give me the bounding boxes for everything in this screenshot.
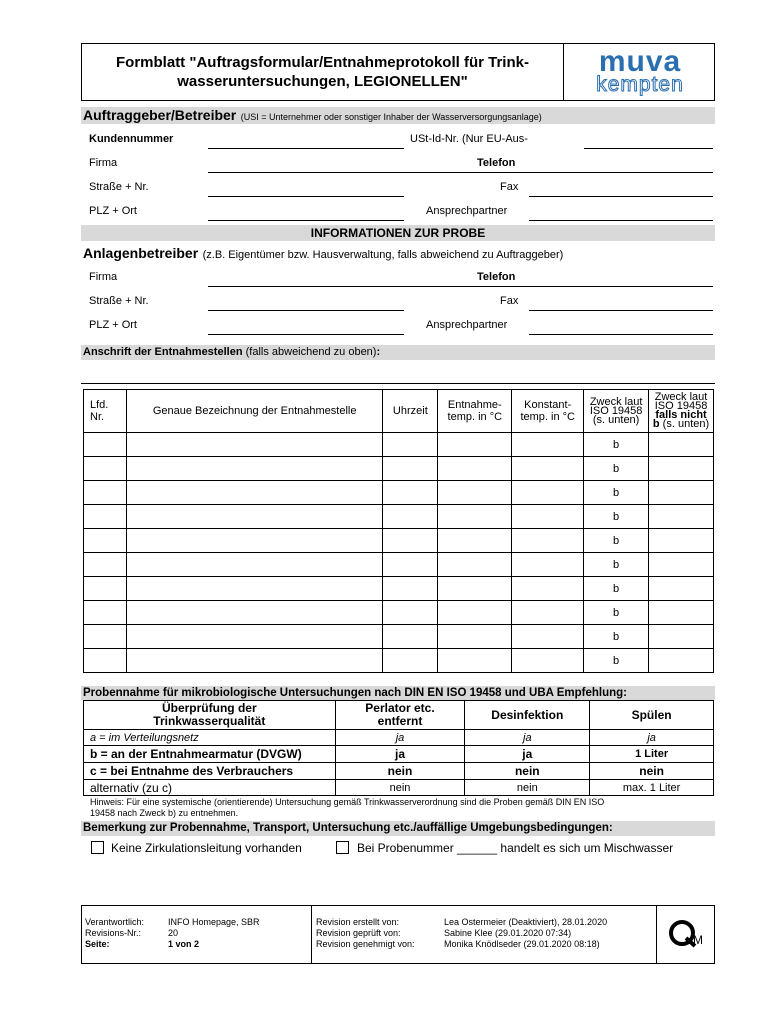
erstellt-value: Lea Ostermeier (Deaktiviert), 28.01.2020 [444,917,608,927]
probenahme-row-b [84,746,714,763]
zweck-cell[interactable]: b [584,649,649,673]
form-header [81,43,715,101]
col-nr-text: Nr. [90,411,105,423]
zweck-cell[interactable]: b [584,529,649,553]
auftraggeber-note: (USI = Unternehmer oder sonstiger Inhaber der Wasserversorgungsanlage) [240,112,542,122]
anlagenbetreiber-heading: Anlagenbetreiber [83,245,199,261]
table-cell[interactable] [512,553,584,577]
bemerkung-heading: Bemerkung zur Probennahme, Transport, Untersuchung etc./auffällige Umgebungsbedingungen: [81,821,715,836]
genehmigt-label: Revision genehmigt von: [316,939,415,949]
h-uberpruefung-line2: Trinkwasserqualität [153,714,266,728]
zweck-cell[interactable]: b [584,577,649,601]
table-cell[interactable] [438,529,512,553]
zweck-cell[interactable]: b [584,625,649,649]
ustid-field[interactable] [584,148,713,149]
table-cell[interactable] [383,649,438,673]
table-body [84,433,714,673]
col-konstant-line1: Konstant- [524,399,572,411]
table-cell[interactable] [84,649,127,673]
probenahme-heading: Probennahme für mikrobiologische Untersuchungen nach DIN EN ISO 19458 und UBA Empfehlung: [81,686,715,700]
table-cell[interactable] [383,601,438,625]
table-row [84,625,714,649]
logo-bottom-text: kempten [596,73,684,96]
table-cell[interactable] [512,481,584,505]
revisions-label: Revisions-Nr.: [85,928,142,938]
geprueft-value: Sabine Klee (29.01.2020 07:34) [444,928,572,938]
col-zweck2-b: b [652,418,660,430]
col-zweck-line1: Zweck laut [589,395,643,408]
h-perlator-line1: Perlator etc. [365,701,435,715]
table-cell[interactable] [126,601,382,625]
mischwasser-label: Bei Probenummer ______ handelt es sich um Mischwasser [357,841,674,855]
form-title [82,44,564,100]
row-c-spuelen: nein [590,763,714,780]
keine-zirkulation-label: Keine Zirkulationsleitung vorhanden [111,841,302,855]
col-zweck [584,390,649,433]
table-row [84,649,714,673]
strasse-label: Straße + Nr. [89,181,149,193]
document-footer [81,905,715,964]
anl-fax-field[interactable] [529,310,713,311]
row-alt-perlator: nein [335,780,465,796]
zweck-cell[interactable]: b [584,601,649,625]
table-row [84,433,714,457]
table-cell[interactable] [649,505,714,529]
anschrift-field[interactable] [81,383,715,384]
section-anlagenbetreiber [83,243,563,263]
col-zweck-falls-nicht [649,390,714,433]
h-uberpruefung [84,701,336,730]
row-b-label: b = an der Entnahmearmatur (DVGW) [84,746,336,763]
anlagenbetreiber-note: (z.B. Eigentümer bzw. Hausverwaltung, falls abweichend zu Auftraggeber) [202,249,564,261]
qm-logo-icon [668,918,706,952]
anl-telefon-label: Telefon [477,271,516,283]
row-c-perlator: nein [335,763,465,780]
col-entnahme-line2: temp. in °C [447,411,503,423]
table-cell[interactable] [649,433,714,457]
row-a-desinfektion: ja [465,730,590,746]
table-cell[interactable] [383,625,438,649]
firma-label: Firma [89,157,118,169]
table-row [84,481,714,505]
erstellt-label: Revision erstellt von: [316,917,400,927]
table-header-row [84,390,714,433]
footer-values-right [444,917,607,950]
table-cell[interactable] [512,577,584,601]
anl-plz-field[interactable] [208,334,404,335]
seite-label: Seite: [85,939,110,949]
table-cell[interactable] [84,625,127,649]
table-cell[interactable] [126,529,382,553]
footer-separator-1 [311,906,312,963]
hinweis-line1: Hinweis: Für eine systemische (orientierende) Untersuchung gemäß Trinkwasserverordnung sind die Proben gemäß DIN EN ISO [90,797,605,807]
h-perlator [335,701,465,730]
genehmigt-value: Monika Knödlseder (29.01.2020 08:18) [444,939,600,949]
table-cell[interactable] [512,433,584,457]
col-zweck2-line2: ISO 19458 [654,400,708,412]
ustid-label: USt-Id-Nr. (Nur EU-Aus- [410,133,528,145]
anl-fax-label: Fax [500,295,519,307]
plz-field[interactable] [208,220,404,221]
h-uberpruefung-line1: Überprüfung der [161,701,257,715]
probenahme-table [83,700,714,796]
table-cell[interactable] [438,481,512,505]
probenahme-row-a [84,730,714,746]
auftraggeber-heading: Auftraggeber/Betreiber [83,107,237,123]
row-a-spuelen: ja [590,730,714,746]
table-cell[interactable] [438,649,512,673]
col-lfd-nr [84,390,127,433]
table-cell[interactable] [512,649,584,673]
table-cell[interactable] [649,457,714,481]
table-cell[interactable] [383,457,438,481]
table-cell[interactable] [126,481,382,505]
logo-top-text: muva [598,45,682,78]
col-zweck2-line1: Zweck laut [654,391,708,403]
table-cell[interactable] [512,625,584,649]
table-cell[interactable] [84,481,127,505]
firma-field[interactable] [208,172,713,173]
fax-label: Fax [500,181,519,193]
table-cell[interactable] [84,457,127,481]
table-cell[interactable] [126,625,382,649]
col-zweck2-suffix: (s. unten) [659,418,710,430]
plz-label: PLZ + Ort [89,205,137,217]
table-cell[interactable] [84,505,127,529]
verantwortlich-value: INFO Homepage, SBR [168,917,260,927]
anl-firma-label: Firma [89,271,118,283]
zweck-cell[interactable]: b [584,505,649,529]
table-row [84,553,714,577]
anl-ansprechpartner-field[interactable] [529,334,713,335]
section-anschrift [81,345,715,360]
table-cell[interactable] [512,457,584,481]
row-alt-spuelen: max. 1 Liter [590,780,714,796]
row-a-label: a = im Verteilungsnetz [84,730,336,746]
strasse-field[interactable] [208,196,404,197]
probenahme-row-c [84,763,714,780]
table-row [84,601,714,625]
row-a-perlator: ja [335,730,465,746]
col-zweck-line2: ISO 19458 [589,404,643,417]
table-cell[interactable] [438,433,512,457]
table-cell[interactable] [126,505,382,529]
anschrift-colon: : [376,346,381,358]
table-cell[interactable] [438,505,512,529]
table-cell[interactable] [438,601,512,625]
row-b-spuelen: 1 Liter [590,746,714,763]
info-heading: INFORMATIONEN ZUR PROBE [81,225,715,241]
keine-zirkulation-checkbox[interactable] [91,841,104,854]
row-c-desinfektion: nein [465,763,590,780]
probenahme-row-alt [84,780,714,796]
table-row [84,577,714,601]
telefon-label: Telefon [477,157,516,169]
ansprechpartner-field[interactable] [529,220,713,221]
table-cell[interactable] [383,433,438,457]
zweck-cell[interactable]: b [584,457,649,481]
table-row [84,457,714,481]
table-row [84,505,714,529]
anschrift-note: (falls abweichend zu oben) [245,346,377,358]
col-uhrzeit: Uhrzeit [383,390,438,433]
table-cell[interactable] [438,457,512,481]
footer-separator-2 [656,906,657,963]
table-cell[interactable] [126,577,382,601]
row-b-desinfektion: ja [465,746,590,763]
footer-values-left [168,917,260,950]
table-cell[interactable] [383,553,438,577]
table-cell[interactable] [126,649,382,673]
table-cell[interactable] [126,457,382,481]
table-cell[interactable] [438,553,512,577]
table-cell[interactable] [649,625,714,649]
col-zweck2-line4 [649,420,713,429]
table-cell[interactable] [649,553,714,577]
hinweis-line2: 19458 nach Zweck b) zu entnehmen. [90,808,239,818]
muva-logo [565,44,715,100]
col-zweck2-line3: falls nicht [655,409,707,421]
footer-labels-left [85,917,144,950]
table-cell[interactable] [649,577,714,601]
verantwortlich-label: Verantwortlich: [85,917,145,927]
hinweis-text [90,797,604,819]
table-cell[interactable] [512,505,584,529]
row-alt-desinfektion: nein [465,780,590,796]
table-cell[interactable] [512,529,584,553]
table-cell[interactable] [84,433,127,457]
table-cell[interactable] [649,601,714,625]
h-perlator-line2: entfernt [377,714,423,728]
form-title-line1: Formblatt "Auftragsformular/Entnahmeprotokoll für Trink- [116,54,529,71]
revisions-value: 20 [168,928,179,938]
geprueft-label: Revision geprüft von: [316,928,401,938]
table-cell[interactable] [438,625,512,649]
anschrift-heading: Anschrift der Entnahmestellen [83,346,243,358]
ansprechpartner-label: Ansprechpartner [426,205,508,217]
col-entnahmetemp [438,390,512,433]
col-konstanttemp [512,390,584,433]
table-cell[interactable] [649,649,714,673]
table-cell[interactable] [383,481,438,505]
kundennummer-field[interactable] [208,148,404,149]
anl-strasse-field[interactable] [208,310,404,311]
zweck-cell[interactable]: b [584,433,649,457]
entnahmestellen-table [83,389,714,673]
col-entnahme-line1: Entnahme- [447,399,502,411]
fax-field[interactable] [529,196,713,197]
form-title-line2: wasseruntersuchungen, LEGIONELLEN" [177,73,468,90]
row-b-perlator: ja [335,746,465,763]
col-konstant-line2: temp. in °C [520,411,575,423]
table-row [84,529,714,553]
table-cell[interactable] [649,481,714,505]
qm-letter: M [693,933,703,947]
mischwasser-checkbox[interactable] [336,841,349,854]
anl-firma-field[interactable] [208,286,713,287]
zweck-cell[interactable]: b [584,481,649,505]
kundennummer-label: Kundennummer [89,133,174,145]
table-cell[interactable] [84,529,127,553]
row-alt-label: alternativ (zu c) [84,780,336,796]
table-cell[interactable] [383,577,438,601]
table-cell[interactable] [438,577,512,601]
table-cell[interactable] [383,505,438,529]
footer-labels-right [316,917,415,950]
seite-value: 1 von 2 [168,939,200,949]
zweck-cell[interactable]: b [584,553,649,577]
table-cell[interactable] [126,433,382,457]
section-auftraggeber [81,107,715,124]
table-cell[interactable] [126,553,382,577]
table-cell[interactable] [84,601,127,625]
anl-strasse-label: Straße + Nr. [89,295,149,307]
anl-ansprechpartner-label: Ansprechpartner [426,319,508,331]
h-spuelen: Spülen [590,701,714,730]
h-desinfektion: Desinfektion [465,701,590,730]
anl-plz-label: PLZ + Ort [89,319,137,331]
probenahme-header-row [84,701,714,730]
col-bezeichnung: Genaue Bezeichnung der Entnahmestelle [126,390,382,433]
col-zweck-line3: (s. unten) [592,413,640,426]
table-cell[interactable] [383,529,438,553]
table-cell[interactable] [512,601,584,625]
row-c-label: c = bei Entnahme des Verbrauchers [84,763,336,780]
table-cell[interactable] [649,529,714,553]
table-cell[interactable] [84,577,127,601]
table-cell[interactable] [84,553,127,577]
col-lfd-text: Lfd. [90,399,109,411]
